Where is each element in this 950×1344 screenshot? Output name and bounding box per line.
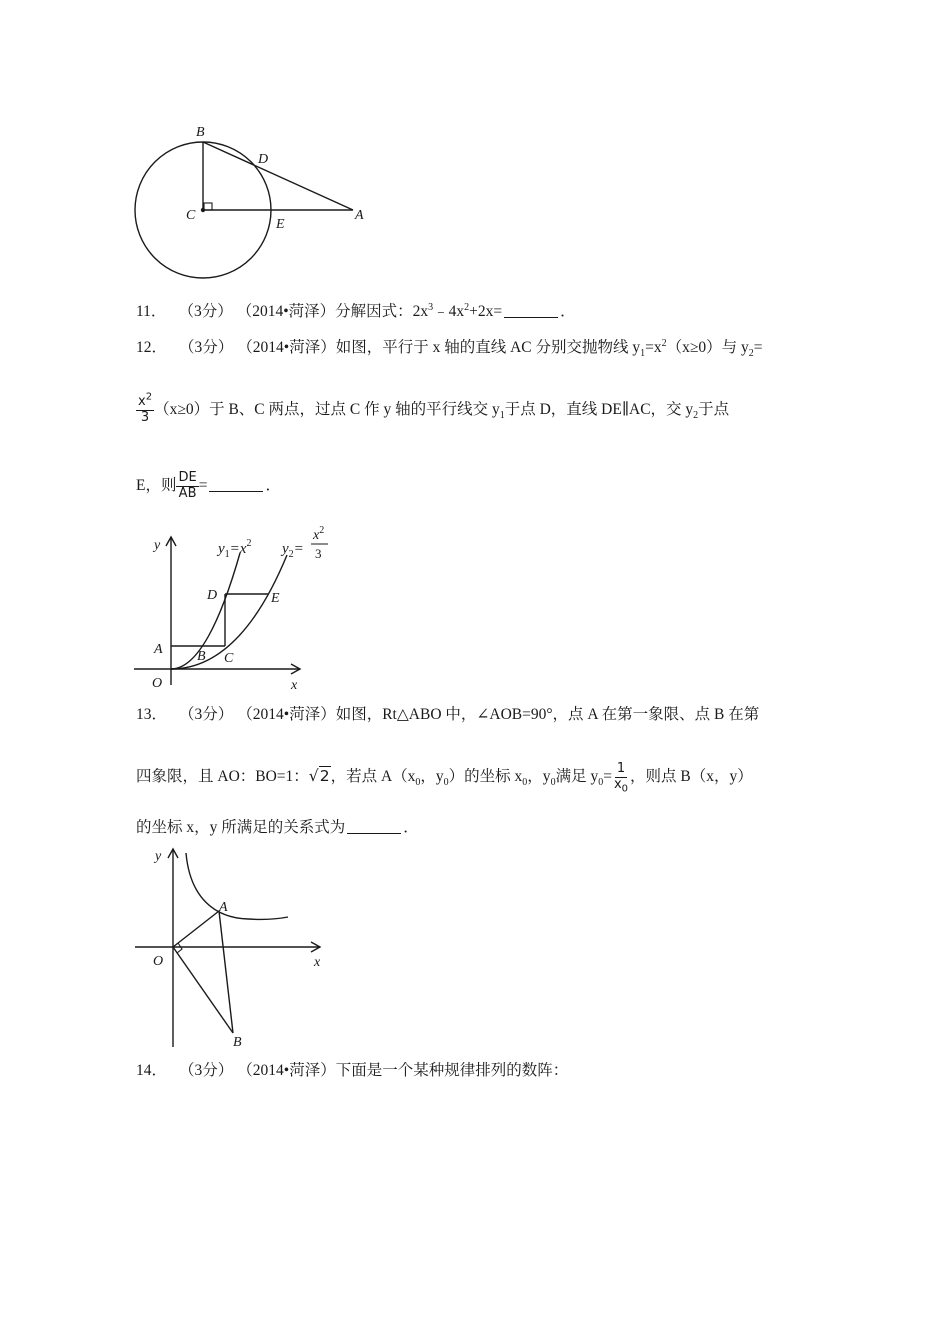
curve2-frac-num — [312, 525, 324, 543]
q12-text-e: （x≥0）于 B、C 两点，过点 C 作 y 轴的平行线交 y — [154, 401, 500, 418]
q12-text-b: =x — [645, 339, 662, 356]
q11-exp2: 2 — [464, 301, 470, 313]
axis-label-y: y — [155, 849, 162, 864]
q13-frac-den-sub: 0 — [621, 783, 629, 795]
q11-number: 11． — [136, 303, 167, 320]
label-d: D — [207, 588, 218, 603]
label-d: D — [258, 152, 269, 167]
question-12-line-1 — [136, 338, 763, 358]
label-b: B — [197, 649, 206, 664]
q13-answer-blank[interactable] — [347, 819, 401, 834]
segment-ba — [203, 142, 353, 210]
q13-sub0e: 0 — [598, 777, 604, 789]
circle-tangent-figure — [125, 118, 385, 288]
q13-source: （2014•菏泽） — [237, 706, 336, 723]
q13-sub0b: 0 — [443, 777, 449, 789]
q12-text-i: = — [198, 477, 208, 494]
q12-text-a: 如图，平行于 x 轴的直线 AC 分别交抛物线 y — [335, 339, 641, 356]
q13-end: ． — [403, 819, 419, 836]
curve1-eq: =x — [229, 541, 247, 557]
q11-text2: ﹣4x — [433, 303, 465, 320]
q12-ratio-den: AB — [178, 485, 197, 501]
q12-ratio-de-over-ab — [176, 471, 198, 502]
curve1-y: y — [218, 541, 225, 557]
q14-score: （3分） — [179, 1062, 234, 1079]
q12-text-d: = — [753, 339, 763, 356]
curve2-num: x — [313, 528, 320, 543]
segment-ab — [219, 911, 233, 1033]
q12-text-h: E，则 — [136, 477, 177, 494]
q13-text-e: ）的坐标 x — [448, 768, 523, 785]
q12-sup1: 2 — [661, 337, 667, 349]
q14-source: （2014•菏泽） — [237, 1062, 336, 1079]
q13-sub0d: 0 — [550, 777, 556, 789]
origin-label: O — [153, 954, 164, 969]
q12-sub1: 1 — [640, 348, 646, 360]
curve-label-y1 — [216, 538, 251, 560]
q11-exp1: 3 — [428, 301, 434, 313]
question-12-line-2 — [136, 390, 729, 430]
q12-text-c: （x≥0）与 y — [666, 339, 749, 356]
q12-frac-num-x: x — [138, 394, 146, 409]
label-b: B — [233, 1035, 242, 1050]
q12-sub4: 2 — [693, 410, 699, 422]
axis-label-x: x — [291, 678, 298, 693]
q13-sub0c: 0 — [522, 777, 528, 789]
segment-oa — [173, 911, 219, 947]
center-point — [201, 208, 205, 212]
right-angle-mark — [204, 203, 212, 210]
question-13-line-1 — [136, 705, 759, 725]
label-e: E — [271, 591, 280, 606]
q11-text: 分解因式：2x — [335, 303, 429, 320]
q13-text-c: ，若点 A（x — [330, 768, 416, 785]
q13-sqrt-value: 2 — [319, 767, 330, 785]
question-12-line-3 — [136, 468, 281, 504]
curve-label-y2 — [280, 541, 304, 560]
q13-score: （3分） — [179, 706, 234, 723]
q14-number: 14． — [136, 1062, 168, 1079]
q12-text-g: 于点 — [698, 401, 730, 418]
q13-text-j: 的坐标 x，y 所满足的关系式为 — [136, 819, 346, 836]
q13-text-a: 如图，Rt△ABO 中，∠AOB=90°，点 A 在第一象限、点 B 在第 — [335, 706, 760, 723]
q13-number: 13． — [136, 706, 168, 723]
curve2-num-exp: 2 — [319, 525, 325, 536]
q12-answer-blank[interactable] — [209, 477, 263, 492]
curve2-frac-den: 3 — [315, 546, 322, 561]
q13-text-d: ，y — [420, 768, 444, 785]
question-13-line-2 — [136, 756, 753, 797]
q11-text3: +2x= — [469, 303, 503, 320]
question-13-line-3 — [136, 818, 419, 838]
q13-sub0a: 0 — [415, 777, 421, 789]
hyperbola-figure — [130, 843, 340, 1053]
q13-text-b: 四象限，且 AO：BO=1： — [136, 768, 309, 785]
q13-fraction-1-over-x0 — [612, 762, 630, 793]
q11-answer-blank[interactable] — [504, 303, 558, 318]
right-angle-mark — [177, 943, 182, 953]
q12-frac-num-exp: 2 — [145, 391, 153, 403]
q12-score: （3分） — [179, 339, 234, 356]
q12-sub2: 2 — [748, 348, 754, 360]
curve1-exp: 2 — [246, 538, 252, 549]
q12-ratio-num: DE — [178, 470, 197, 485]
question-11 — [136, 302, 576, 322]
q14-text: 下面是一个某种规律排列的数阵： — [335, 1062, 569, 1079]
parabola-figure — [130, 515, 350, 695]
q12-sub3: 1 — [499, 410, 505, 422]
axis-label-y: y — [154, 538, 161, 553]
q12-end: ． — [265, 477, 281, 494]
label-b: B — [196, 125, 205, 140]
q13-text-i: ，则点 B（x，y） — [630, 768, 753, 785]
label-c: C — [186, 208, 196, 223]
axis-label-x: x — [314, 955, 321, 970]
curve2-eq: = — [293, 541, 304, 557]
origin-label: O — [152, 676, 163, 691]
q12-text-f: 于点 D，直线 DE∥AC，交 y — [504, 401, 694, 418]
hyperbola-curve — [186, 853, 288, 919]
q11-score: （3分） — [178, 303, 233, 320]
q12-source: （2014•菏泽） — [237, 339, 336, 356]
label-a: A — [154, 642, 163, 657]
q12-frac-den: 3 — [140, 409, 150, 425]
q13-text-h: = — [603, 768, 612, 785]
q12-number: 12． — [136, 339, 168, 356]
q11-source: （2014•菏泽） — [236, 303, 336, 320]
q13-text-g: 满足 y — [555, 768, 599, 785]
q11-end: ． — [560, 303, 576, 320]
label-c: C — [224, 651, 234, 666]
q13-frac-num: 1 — [616, 761, 626, 776]
curve2-sub: 2 — [288, 549, 294, 560]
curve1-sub: 1 — [224, 549, 230, 560]
label-e: E — [276, 217, 285, 232]
curve2-y: y — [282, 541, 289, 557]
label-a: A — [219, 900, 228, 915]
q12-fraction-x2-over-3 — [136, 391, 154, 426]
q13-text-f: ，y — [527, 768, 551, 785]
q13-sqrt: √2 — [308, 767, 330, 785]
label-a: A — [355, 208, 364, 223]
question-14 — [136, 1061, 568, 1081]
q13-frac-den-x: x — [613, 776, 622, 792]
